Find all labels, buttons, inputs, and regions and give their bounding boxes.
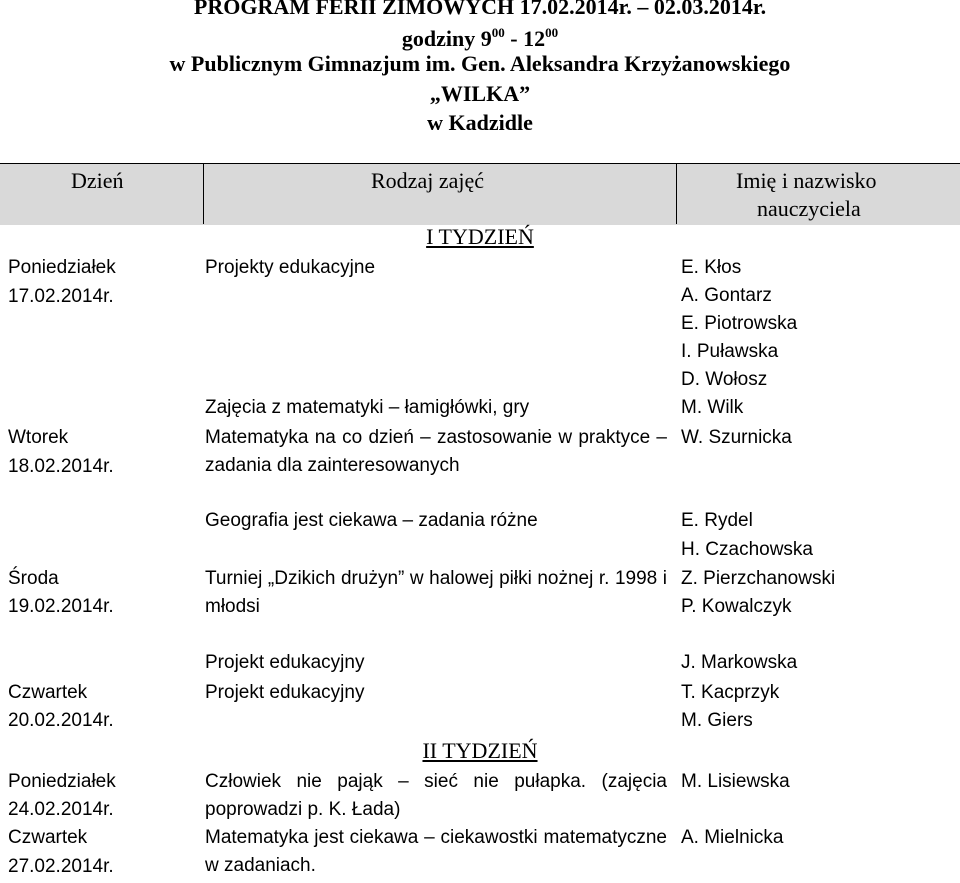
day-date: 18.02.2014r. [8,456,114,477]
teacher-name: T. Kacprzyk [681,682,780,703]
column-header-activity: Rodzaj zajęć [371,168,484,193]
column-divider [203,163,204,224]
day-name: Czwartek [8,827,88,848]
activity-item: Turniej „Dzikich drużyn” w halowej piłki nożnej r. 1998 i młodsi [205,568,667,617]
teacher-name: W. Szurnicka [681,427,792,448]
teacher-name: E. Piotrowska [681,313,798,334]
program-title: PROGRAM FERII ZIMOWYCH 17.02.2014r. – 02.03.2014r. [193,0,767,19]
day-date: 27.02.2014r. [8,856,114,877]
teacher-name: M. Lisiewska [681,771,790,792]
teacher-name: A. Mielnicka [681,827,784,848]
teacher-name: E. Rydel [681,510,753,531]
column-header-teacher: Imię i nazwisko [736,168,877,193]
day-name: Poniedziałek [8,771,116,792]
school-location: w Kadzidle [427,110,533,135]
teacher-name: M. Wilk [681,397,744,418]
activity-item: Projekty edukacyjne [205,257,376,278]
day-date: 24.02.2014r. [8,799,114,820]
day-name: Środa [8,568,59,589]
week-two-heading: II TYDZIEŃ [422,738,538,763]
activity-item: Geografia jest ciekawa – zadania różne [205,510,538,531]
column-header-day: Dzień [71,168,124,193]
teacher-name: I. Puławska [681,341,779,362]
day-name: Poniedziałek [8,257,116,278]
activity-item: Projekt edukacyjny [205,652,365,673]
program-hours: godziny $9^{00} - 12^{00}$ [401,25,559,51]
activity-item: Człowiek nie pająk – sieć nie pułapka. (zajęcia poprowadzi p. K. Łada) [205,771,667,820]
column-divider [676,163,677,224]
day-name: Czwartek [8,682,88,703]
activity-item: Projekt edukacyjny [205,682,365,703]
teacher-name: H. Czachowska [681,539,813,560]
teacher-name: D. Wołosz [681,369,768,390]
school-name: w Publicznym Gimnazjum im. Gen. Aleksandra Krzyżanowskiego [169,51,791,76]
teacher-name: A. Gontarz [681,285,772,306]
teacher-name: Z. Pierzchanowski [681,568,836,589]
day-date: 19.02.2014r. [8,596,114,617]
school-nickname: „WILKA” [429,81,531,106]
column-header-teacher-cont: nauczyciela [757,196,861,221]
teacher-name: E. Kłos [681,257,742,278]
week-one-heading: I TYDZIEŃ [426,224,534,249]
teacher-name: P. Kowalczyk [681,596,792,617]
teacher-name: M. Giers [681,710,753,731]
day-name: Wtorek [8,427,69,448]
day-date: 20.02.2014r. [8,710,114,731]
activity-item: Zajęcia z matematyki – łamigłówki, gry [205,397,530,418]
day-date: 17.02.2014r. [8,286,114,307]
activity-item: Matematyka jest ciekawa – ciekawostki matematyczne w zadaniach. [205,827,667,876]
teacher-name: J. Markowska [681,652,798,673]
activity-item: Matematyka na co dzień – zastosowanie w praktyce – zadania dla zainteresowanych [205,427,667,476]
